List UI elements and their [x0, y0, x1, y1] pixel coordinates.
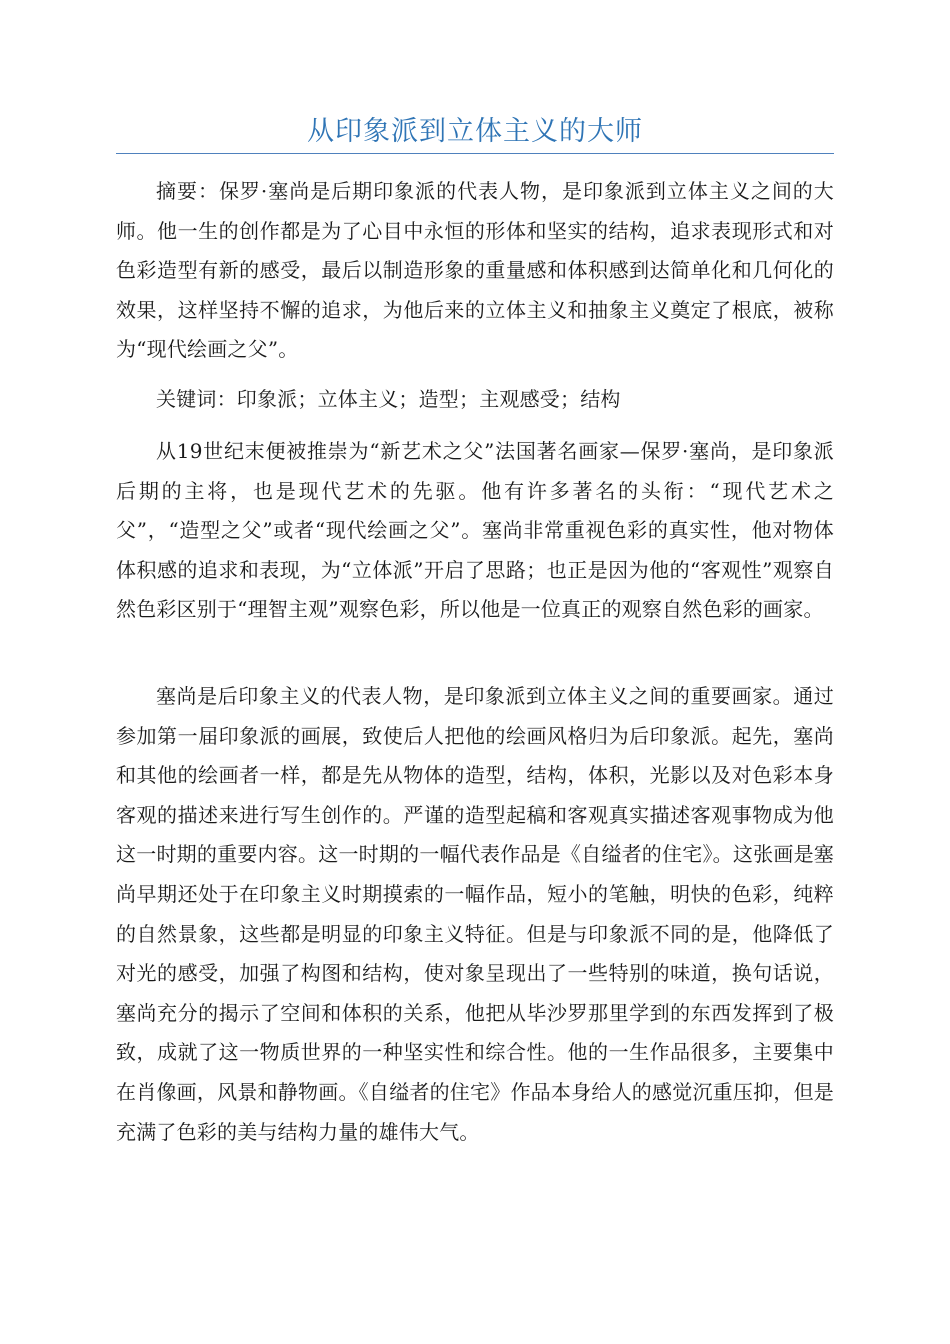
document-title: 从印象派到立体主义的大师	[307, 116, 643, 147]
body-paragraph-1: 从19世纪末便被推崇为“新艺术之父”法国著名画家—保罗·塞尚，是印象派后期的主将，也是现代艺术的先驱。他有许多著名的头衔：“现代艺术之父”，“造型之父”或者“现代绘画之父”。塞尚非常重视色彩的真实性，他对物体体积感的追求和表现，为“立体派”开启了思路；也正是因为他的“客观性”观察自然色彩区别于“理智主观”观察色彩，所以他是一位真正的观察自然色彩的画家。	[116, 439, 834, 622]
title-underline	[116, 153, 834, 154]
abstract-paragraph: 摘要：保罗·塞尚是后期印象派的代表人物，是印象派到立体主义之间的大师。他一生的创作都是为了心目中永恒的形体和坚实的结构，追求表现形式和对色彩造型有新的感受，最后以制造形象的重量感和体积感到达简单化和几何化的效果，这样坚持不懈的追求，为他后来的立体主义和抽象主义奠定了根底，被称为“现代绘画之父”。	[116, 179, 834, 362]
keywords-paragraph: 关键词：印象派；立体主义；造型；主观感受；结构	[156, 387, 621, 411]
body-paragraph-2: 塞尚是后印象主义的代表人物，是印象派到立体主义之间的重要画家。通过参加第一届印象派的画展，致使后人把他的绘画风格归为后印象派。起先，塞尚和其他的绘画者一样，都是先从物体的造型，结构，体积，光影以及对色彩本身客观的描述来进行写生创作的。严谨的造型起稿和客观真实描述客观事物成为他这一时期的重要内容。这一时期的一幅代表作品是《自缢者的住宅》。这张画是塞尚早期还处于在印象主义时期摸索的一幅作品，短小的笔触，明快的色彩，纯粹的自然景象，这些都是明显的印象主义特征。但是与印象派不同的是，他降低了对光的感受，加强了构图和结构，使对象呈现出了一些特别的味道，换句话说，塞尚充分的揭示了空间和体积的关系，他把从毕沙罗那里学到的东西发挥到了极致，成就了这一物质世界的一种坚实性和综合性。他的一生作品很多，主要集中在肖像画，风景和静物画。《自缢者的住宅》作品本身给人的感觉沉重压抑，但是充满了色彩的美与结构力量的雄伟大气。	[116, 684, 834, 1144]
